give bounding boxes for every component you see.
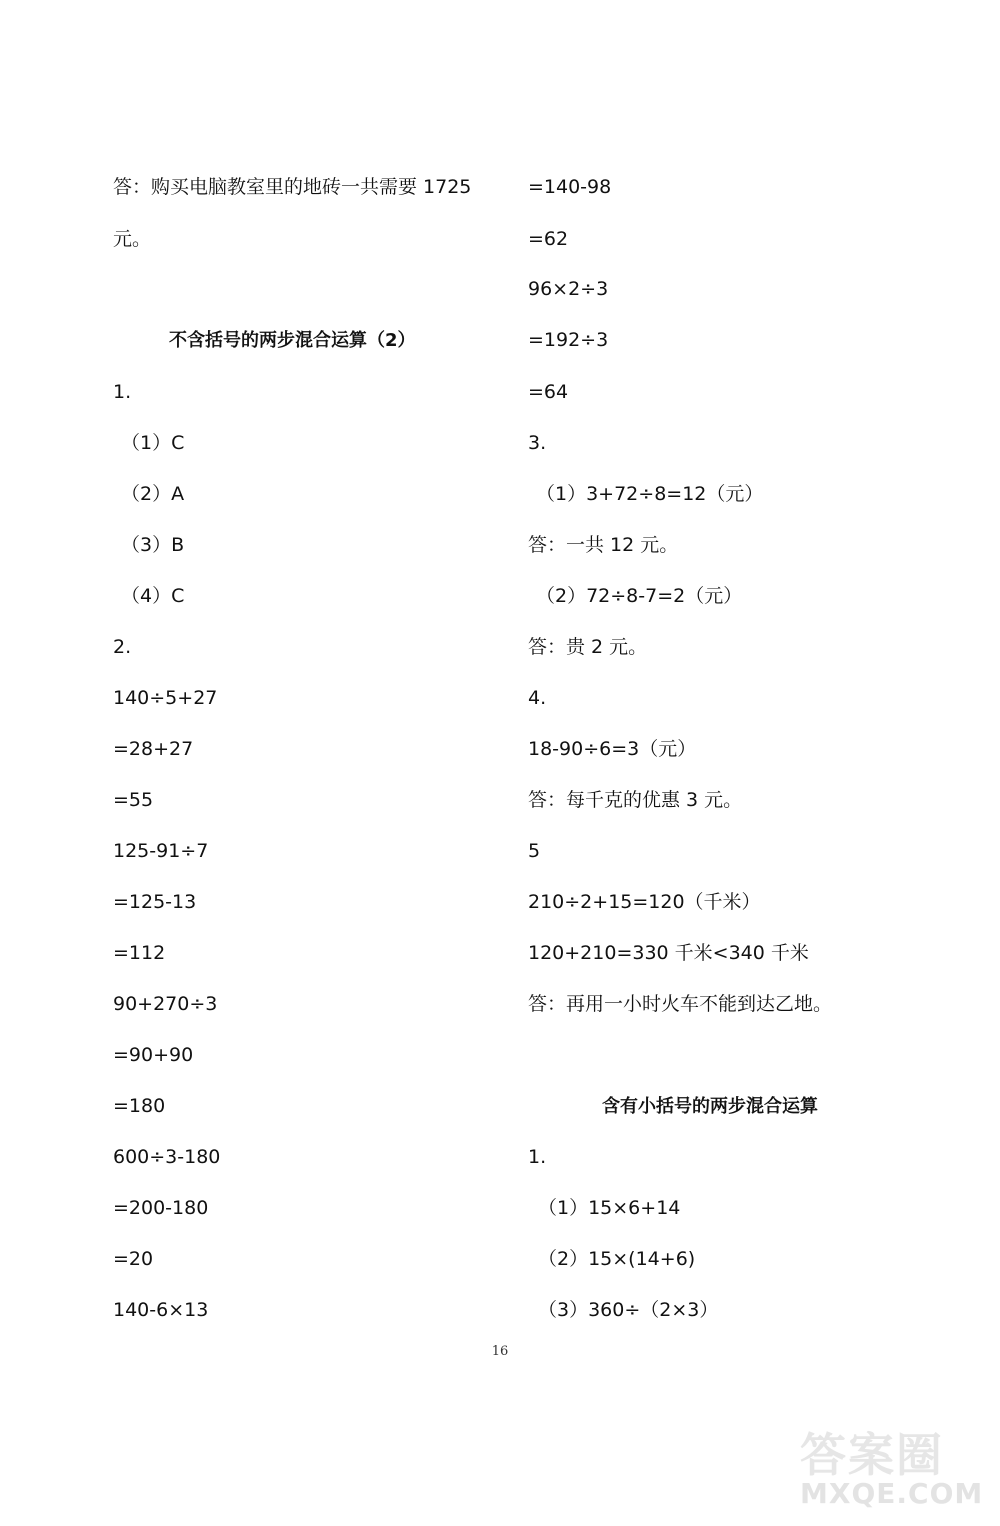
math-step: 140-6×13 [113,1299,209,1321]
watermark [792,1419,982,1514]
sub-answer: （3）360÷（2×3） [538,1299,719,1321]
math-step: 125-91÷7 [113,840,209,862]
math-step: =125-13 [113,891,197,913]
math-step: =20 [113,1248,154,1270]
page-number: 16 [491,1344,509,1359]
watermark-logo: 答案圈 [800,1428,944,1482]
sub-answer: （2）15×(14+6) [538,1248,696,1270]
answer-text: 答：每千克的优惠 3 元。 [528,789,743,811]
math-step: =200-180 [113,1197,209,1219]
question-number: 2. [113,636,132,658]
answer-text: 答：一共 12 元。 [528,534,679,556]
math-step: 210÷2+15=120（千米） [528,891,761,913]
math-step: =140-98 [528,176,612,198]
question-number: 1. [113,381,132,403]
question-number: 1. [528,1146,547,1168]
answer-text: 答：再用一小时火车不能到达乙地。 [528,993,833,1015]
question-number: 5 [528,840,541,862]
math-step: 120+210=330 千米<340 千米 [528,942,809,964]
math-step: =90+90 [113,1044,194,1066]
math-step: =28+27 [113,738,194,760]
math-step: =192÷3 [528,329,609,351]
answer-text: 答：贵 2 元。 [528,636,648,658]
math-step: 18-90÷6=3（元） [528,738,697,760]
sub-answer: （1）15×6+14 [538,1197,681,1219]
math-step: 600÷3-180 [113,1146,221,1168]
math-step: 140÷5+27 [113,687,218,709]
section-heading: 不含括号的两步混合运算（2） [169,330,416,351]
math-step: =55 [113,789,154,811]
sub-answer: （3）B [121,534,185,556]
section-heading: 含有小括号的两步混合运算 [602,1096,818,1117]
math-step: =180 [113,1095,166,1117]
question-number: 3. [528,432,547,454]
math-step: =64 [528,381,569,403]
sub-answer: （4）C [121,585,185,607]
sub-answer: （2）72÷8-7=2（元） [536,585,743,607]
math-step: =112 [113,942,166,964]
question-number: 4. [528,687,547,709]
sub-answer: （1）C [121,432,185,454]
answer-text: 元。 [113,228,152,250]
sub-answer: （1）3+72÷8=12（元） [536,483,764,505]
math-step: =62 [528,228,569,250]
answer-text: 答：购买电脑教室里的地砖一共需要 1725 [113,176,472,198]
sub-answer: （2）A [121,483,185,505]
watermark-url: MXQE.COM [800,1477,984,1510]
math-step: 96×2÷3 [528,278,609,300]
math-step: 90+270÷3 [113,993,218,1015]
